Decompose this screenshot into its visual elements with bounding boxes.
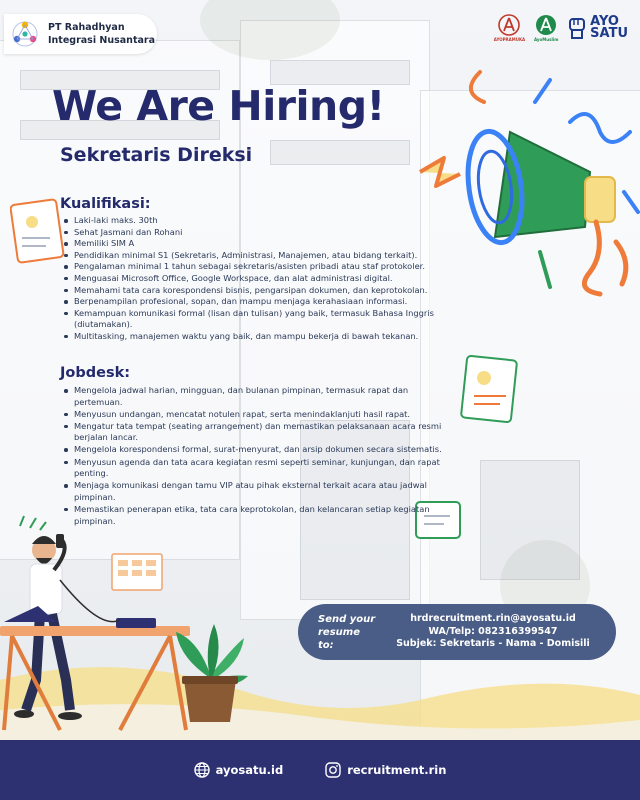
ayosatu-logo: [567, 16, 628, 40]
list-item: Berpenampilan profesional, sopan, dan mampu menjaga kerahasiaan informasi.: [62, 296, 470, 308]
company-name: [48, 21, 155, 47]
raised-fist-icon: [567, 16, 587, 40]
company-name-line2: Integrasi Nusantara: [48, 35, 155, 46]
document-doodle-right: [456, 350, 526, 430]
contact-subject: Subjek: Sekretaris - Nama - Domisili: [396, 638, 590, 650]
footer-website[interactable]: [194, 762, 284, 778]
ayopramuka-icon: [496, 14, 522, 36]
list-item: Memahami tata cara korespondensi bisnis, pengarsipan dokumen, dan keprotokolan.: [62, 285, 470, 297]
website-text: ayosatu.id: [215, 763, 284, 777]
list-item: Mengelola jadwal harian, mingguan, dan bulanan pimpinan, termasuk rapat dan pertemuan.: [62, 385, 454, 408]
ayomuslim-logo: [533, 14, 559, 42]
globe-icon: [194, 762, 210, 778]
potted-plant-illustration: [170, 618, 250, 728]
list-item: Menjaga komunikasi dengan tamu VIP atau pihak eksternal terkait acara atau jadwal pimpinan.: [62, 480, 454, 503]
list-item: Multitasking, manajemen waktu yang baik, dan mampu bekerja di bawah tekanan.: [62, 331, 470, 343]
ayosatu-line2: SATU: [590, 26, 628, 41]
list-item: Menguasai Microsoft Office, Google Workspace, dan alat administrasi digital.: [62, 273, 470, 285]
jobdesk-list: [62, 385, 454, 528]
list-item: Memiliki SIM A: [62, 238, 470, 250]
ayomuslim-caption: AyoMuslim: [533, 37, 559, 42]
company-name-line1: PT Rahadhyan: [48, 22, 125, 33]
list-item: Memastikan penerapan etika, tata cara keprotokolan, dan kelancaran setiap kegiatan pimpinan.: [62, 504, 454, 527]
instagram-handle: recruitment.rin: [347, 763, 447, 777]
footer-instagram[interactable]: [325, 762, 446, 778]
list-item: Mengelola korespondensi formal, surat-menyurat, dan arsip dokumen secara sistematis.: [62, 444, 454, 456]
list-item: Menyusun undangan, mencatat notulen rapat, serta menindaklanjuti hasil rapat.: [62, 409, 454, 421]
list-item: Sehat Jasmani dan Rohani: [62, 227, 470, 239]
hiring-headline: We Are Hiring!: [52, 82, 385, 130]
company-logo-icon: [8, 17, 42, 51]
qualifications-list: [62, 215, 470, 343]
ayosatu-line1: AYO: [590, 14, 619, 29]
footer-bar: [0, 740, 640, 800]
list-item: Pendidikan minimal S1 (Sekretaris, Administrasi, Manajemen, atau bidang terkait).: [62, 250, 470, 262]
contact-email[interactable]: hrdrecruitment.rin@ayosatu.id: [410, 613, 576, 625]
send-resume-label: Send your resume to:: [318, 613, 376, 651]
contact-phone[interactable]: WA/Telp: 082316399547: [428, 625, 558, 637]
list-item: Mengatur tata tempat (seating arrangement) dan memastikan pelaksanaan acara resmi berjalan lancar.: [62, 421, 454, 444]
partner-logos: [494, 14, 628, 42]
instagram-icon: [325, 762, 341, 778]
qualifications-title: Kualifikasi:: [60, 196, 151, 212]
job-position-title: Sekretaris Direksi: [60, 144, 253, 166]
list-item: Menyusun agenda dan tata acara kegiatan resmi seperti seminar, kunjungan, dan rapat penting.: [62, 457, 454, 480]
ayopramuka-logo: [494, 14, 525, 42]
resume-contact-box: [298, 604, 616, 660]
ayomuslim-icon: [533, 14, 559, 36]
ayopramuka-caption: AYOPRAMUKA: [493, 37, 526, 42]
list-item: Laki-laki maks. 30th: [62, 215, 470, 227]
contact-details: [378, 613, 616, 651]
company-logo-badge: [4, 14, 157, 54]
jobdesk-title: Jobdesk:: [60, 365, 131, 381]
list-item: Kemampuan komunikasi formal (lisan dan tulisan) yang baik, termasuk Bahasa Inggris (diutamakan).: [62, 308, 470, 331]
list-item: Pengalaman minimal 1 tahun sebagai sekretaris/asisten pribadi atau staf protokoler.: [62, 261, 470, 273]
